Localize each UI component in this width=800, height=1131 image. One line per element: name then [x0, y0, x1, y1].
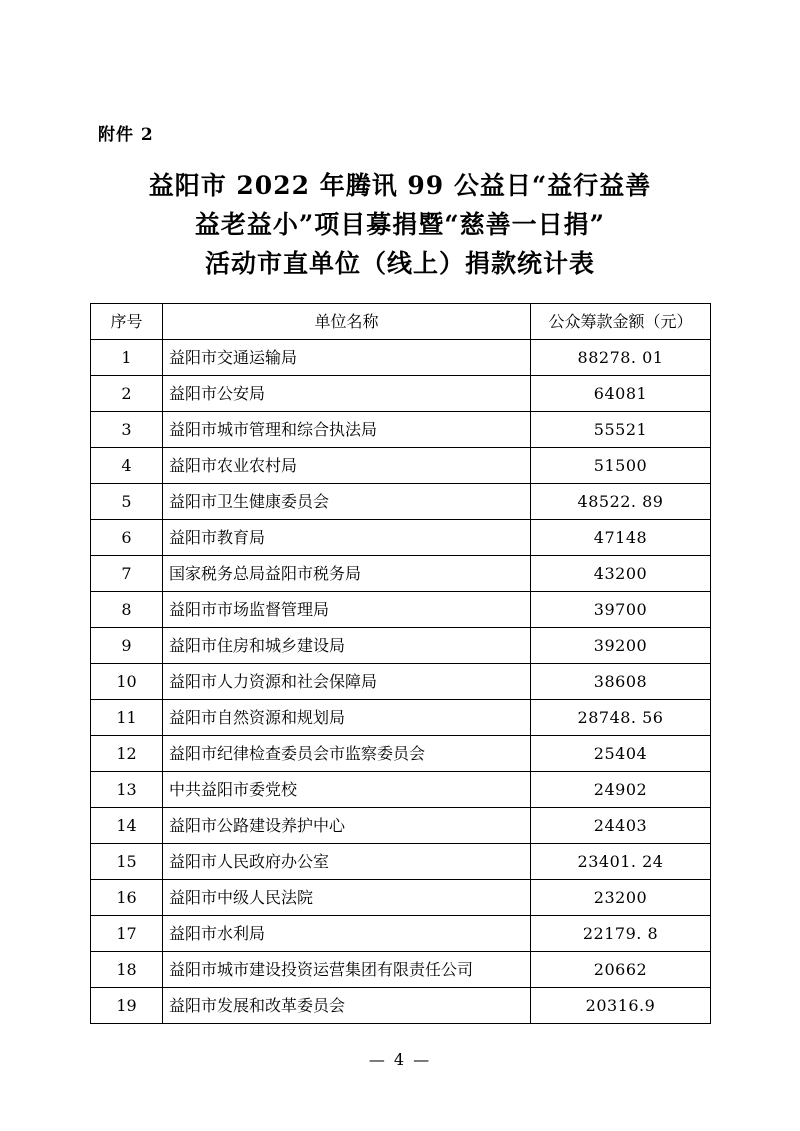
table-row — [91, 988, 711, 1024]
cell-amount: 23401. 24 — [531, 844, 711, 880]
cell-index: 19 — [91, 988, 163, 1024]
cell-unit-name: 益阳市城市建设投资运营集团有限责任公司 — [163, 952, 531, 988]
cell-index: 3 — [91, 412, 163, 448]
table-row — [91, 592, 711, 628]
column-header-index: 序号 — [91, 304, 163, 340]
table-row — [91, 808, 711, 844]
cell-index: 17 — [91, 916, 163, 952]
cell-amount: 20662 — [531, 952, 711, 988]
cell-unit-name: 益阳市教育局 — [163, 520, 531, 556]
cell-index: 15 — [91, 844, 163, 880]
cell-amount: 20316.9 — [531, 988, 711, 1024]
cell-unit-name: 益阳市发展和改革委员会 — [163, 988, 531, 1024]
cell-index: 10 — [91, 664, 163, 700]
cell-amount: 24902 — [531, 772, 711, 808]
cell-unit-name: 益阳市自然资源和规划局 — [163, 700, 531, 736]
cell-index: 13 — [91, 772, 163, 808]
donation-statistics-table — [90, 303, 711, 1024]
cell-unit-name: 益阳市人力资源和社会保障局 — [163, 664, 531, 700]
cell-amount: 39700 — [531, 592, 711, 628]
cell-unit-name: 益阳市住房和城乡建设局 — [163, 628, 531, 664]
cell-unit-name: 益阳市水利局 — [163, 916, 531, 952]
table-header-row — [91, 304, 711, 340]
cell-unit-name: 益阳市农业农村局 — [163, 448, 531, 484]
cell-index: 2 — [91, 376, 163, 412]
cell-amount: 88278. 01 — [531, 340, 711, 376]
table-row — [91, 700, 711, 736]
table-row — [91, 448, 711, 484]
cell-amount: 22179. 8 — [531, 916, 711, 952]
cell-amount: 55521 — [531, 412, 711, 448]
page-title-line-2: 益老益小”项目募捐暨“慈善一日捐” — [194, 209, 606, 239]
cell-unit-name: 益阳市城市管理和综合执法局 — [163, 412, 531, 448]
cell-index: 9 — [91, 628, 163, 664]
table-row — [91, 880, 711, 916]
table-row — [91, 772, 711, 808]
cell-unit-name: 益阳市公安局 — [163, 376, 531, 412]
cell-unit-name: 益阳市人民政府办公室 — [163, 844, 531, 880]
cell-amount: 23200 — [531, 880, 711, 916]
cell-amount: 48522. 89 — [531, 484, 711, 520]
table-row — [91, 916, 711, 952]
page-number: — 4 — — [368, 1050, 432, 1069]
table-row — [91, 484, 711, 520]
cell-unit-name: 国家税务总局益阳市税务局 — [163, 556, 531, 592]
attachment-label: 附件 2 — [98, 125, 154, 145]
table-row — [91, 376, 711, 412]
cell-amount: 51500 — [531, 448, 711, 484]
cell-index: 12 — [91, 736, 163, 772]
cell-unit-name: 益阳市中级人民法院 — [163, 880, 531, 916]
cell-index: 7 — [91, 556, 163, 592]
cell-index: 6 — [91, 520, 163, 556]
cell-amount: 24403 — [531, 808, 711, 844]
cell-unit-name: 益阳市市场监督管理局 — [163, 592, 531, 628]
table-row — [91, 736, 711, 772]
table-body — [91, 340, 711, 1024]
cell-index: 5 — [91, 484, 163, 520]
cell-index: 16 — [91, 880, 163, 916]
cell-unit-name: 益阳市公路建设养护中心 — [163, 808, 531, 844]
table-row — [91, 520, 711, 556]
cell-amount: 47148 — [531, 520, 711, 556]
table-row — [91, 340, 711, 376]
cell-amount: 43200 — [531, 556, 711, 592]
cell-index: 1 — [91, 340, 163, 376]
cell-amount: 39200 — [531, 628, 711, 664]
table-row — [91, 952, 711, 988]
cell-amount: 64081 — [531, 376, 711, 412]
cell-index: 8 — [91, 592, 163, 628]
cell-unit-name: 益阳市交通运输局 — [163, 340, 531, 376]
table-row — [91, 664, 711, 700]
cell-index: 14 — [91, 808, 163, 844]
cell-amount: 28748. 56 — [531, 700, 711, 736]
cell-amount: 25404 — [531, 736, 711, 772]
table-row — [91, 628, 711, 664]
table-row — [91, 844, 711, 880]
cell-amount: 38608 — [531, 664, 711, 700]
column-header-name: 单位名称 — [163, 304, 531, 340]
cell-index: 4 — [91, 448, 163, 484]
cell-unit-name: 益阳市卫生健康委员会 — [163, 484, 531, 520]
page-title-line-3: 活动市直单位（线上）捐款统计表 — [204, 248, 595, 278]
cell-index: 11 — [91, 700, 163, 736]
table-row — [91, 556, 711, 592]
cell-index: 18 — [91, 952, 163, 988]
cell-unit-name: 中共益阳市委党校 — [163, 772, 531, 808]
page-title-line-1: 益阳市 2022 年腾讯 99 公益日“益行益善 — [148, 171, 652, 200]
table-row — [91, 412, 711, 448]
cell-unit-name: 益阳市纪律检查委员会市监察委员会 — [163, 736, 531, 772]
page-title — [120, 167, 680, 283]
column-header-amount: 公众筹款金额（元） — [531, 304, 711, 340]
